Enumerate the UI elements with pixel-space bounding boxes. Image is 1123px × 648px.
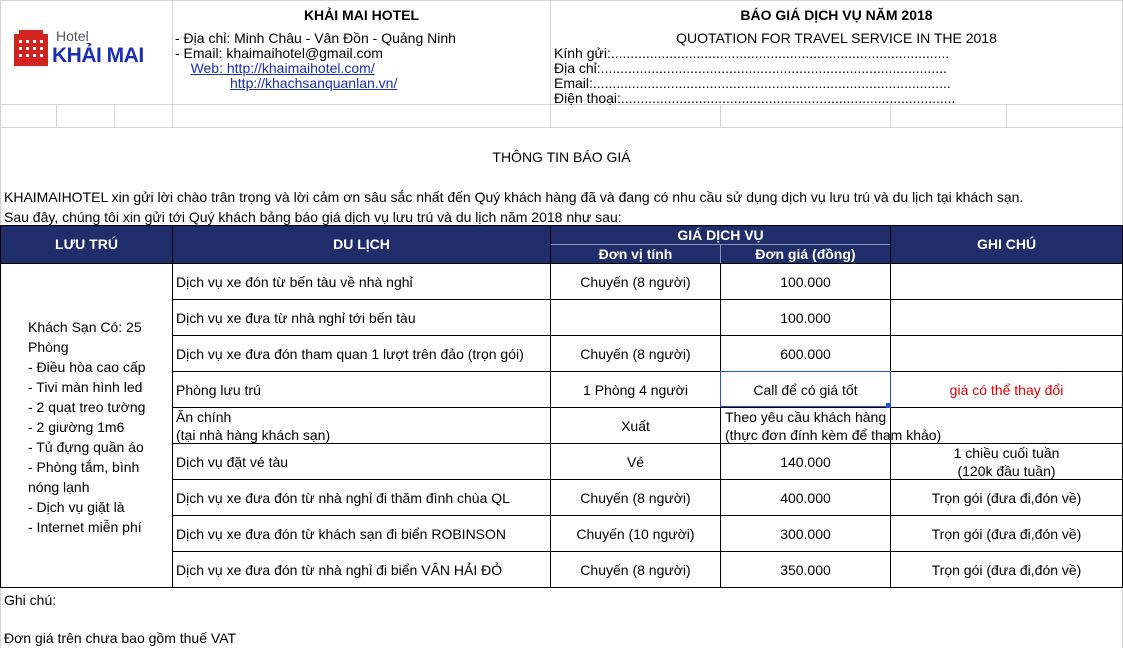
row-price: 100.000 <box>780 274 831 290</box>
row-service: Phòng lưu trú <box>176 382 261 398</box>
row-unit: Vé <box>626 454 645 470</box>
row-unit: Chuyến (8 người) <box>580 562 691 578</box>
stay-line: - Dịch vụ giặt là <box>28 499 125 515</box>
row-service-detail: (tại nhà hàng khách sạn) <box>176 427 331 443</box>
quote-phone: Điện thoại:...................................................................................... <box>554 90 956 106</box>
row-service: Dịch vụ xe đưa đón từ khách sạn đi biển ROBINSON <box>176 526 507 542</box>
quote-recipient: Kính gửi:....................................................................................... <box>554 45 950 61</box>
hotel-website2-link[interactable] <box>175 74 397 92</box>
header-unit-price: Đơn giá (đồng) <box>721 245 890 263</box>
row-service: Dịch vụ xe đón từ bến tàu về nhà nghỉ <box>176 274 413 290</box>
row-price-detail: (thực đơn đính kèm để tham khảo) <box>725 427 942 443</box>
footer-vat-note: Đơn giá trên chưa bao gồm thuế VAT <box>4 630 237 646</box>
stay-line: Phòng <box>28 339 69 355</box>
row-note-price-change: giá có thể thay đổi <box>949 382 1064 398</box>
row-service: Dịch vụ xe đưa từ nhà nghỉ tới bến tàu <box>176 310 416 326</box>
logo-big-text: KHẢI MAI <box>52 44 144 67</box>
row-note: Trọn gói (đưa đi,đón về) <box>931 562 1082 578</box>
row-price: 600.000 <box>780 346 831 362</box>
row-note-detail: (120k đầu tuần) <box>957 463 1056 479</box>
stay-line: - Tủ đựng quần áo <box>28 439 144 455</box>
fill-handle[interactable] <box>886 403 891 408</box>
hotel-website[interactable]: Web: http://khaimaihotel.com/ <box>190 60 375 76</box>
quote-email: Email:............................................................................................ <box>554 75 951 91</box>
row-service: Ăn chính <box>176 409 232 425</box>
quote-address: Địa chỉ:......................................................................................... <box>554 60 947 76</box>
hotel-email: - Email: khaimaihotel@gmail.com <box>175 45 383 61</box>
header-price: GIÁ DỊCH VỤ <box>551 226 890 244</box>
row-note: 1 chiều cuối tuần <box>953 445 1060 461</box>
intro-line-2: Sau đây, chúng tôi xin gửi tới Quý khách bảng báo giá dịch vụ lưu trú và du lịch năm 2018 như sau: <box>4 209 622 225</box>
row-service: Dịch vụ xe đưa đón tham quan 1 lượt trên đảo (trọn gói) <box>176 346 524 362</box>
row-service: Dịch vụ xe đưa đón từ nhà nghỉ đi thăm đình chùa QL <box>176 490 510 506</box>
row-price: Theo yêu cầu khách hàng <box>725 409 887 425</box>
stay-line: nóng lạnh <box>28 479 90 495</box>
hotel-name: KHẢI MAI HOTEL <box>303 7 420 23</box>
row-price: 350.000 <box>780 562 831 578</box>
row-service: Dịch vụ xe đưa đón từ nhà nghỉ đi biển VÂN HẢI ĐỎ <box>176 562 503 578</box>
header-travel: DU LỊCH <box>173 226 550 263</box>
row-unit: 1 Phòng 4 người <box>583 382 688 398</box>
header-unit: Đơn vị tính <box>551 245 720 263</box>
hotel-website2[interactable]: http://khachsanquanlan.vn/ <box>230 75 398 91</box>
header-stay: LƯU TRÚ <box>1 226 172 263</box>
row-note: Trọn gói (đưa đi,đón về) <box>931 490 1082 506</box>
header-note: GHI CHÚ <box>891 226 1122 263</box>
row-unit: Chuyến (8 người) <box>580 274 691 290</box>
row-price: Call để có giá tốt <box>753 382 858 398</box>
quote-subtitle: QUOTATION FOR TRAVEL SERVICE IN THE 2018 <box>676 30 997 46</box>
row-unit: Chuyến (8 người) <box>580 346 691 362</box>
row-price: 400.000 <box>780 490 831 506</box>
stay-line: - Internet miễn phí <box>28 519 142 535</box>
logo-small-text: Hotel <box>56 28 89 44</box>
section-title: THÔNG TIN BÁO GIÁ <box>492 149 631 165</box>
stay-line: - 2 quạt treo tường <box>28 399 146 415</box>
row-unit: Chuyến (10 người) <box>576 526 695 542</box>
intro-line-1: KHAIMAIHOTEL xin gửi lời chào trân trọng và lời cảm ơn sâu sắc nhất đến Quý khách hàng đã và đang có nhu cầu sử dụng dịch vụ lưu trú và du lịch tại khách sạn. <box>4 189 1024 205</box>
row-price: 140.000 <box>780 454 831 470</box>
row-note: Trọn gói (đưa đi,đón về) <box>931 526 1082 542</box>
row-unit: Chuyến (8 người) <box>580 490 691 506</box>
row-unit: Xuất <box>621 418 650 434</box>
stay-line: - Phòng tắm, bình <box>28 459 140 475</box>
footer-note-label: Ghi chú: <box>4 592 57 608</box>
stay-line: - Tivi màn hình led <box>28 379 143 395</box>
hotel-address: - Địa chỉ: Minh Châu - Vân Đồn - Quảng Ninh <box>175 30 456 46</box>
row-price: 300.000 <box>780 526 831 542</box>
stay-line: Khách Sạn Có: 25 <box>28 319 142 335</box>
stay-description <box>28 317 146 537</box>
quote-title: BÁO GIÁ DỊCH VỤ NĂM 2018 <box>740 7 933 23</box>
hotel-logo <box>12 30 152 70</box>
row-price: 100.000 <box>780 310 831 326</box>
stay-line: - Điều hòa cao cấp <box>28 359 146 375</box>
row-service: Dịch vụ đặt vé tàu <box>176 454 289 470</box>
stay-line: - 2 giường 1m6 <box>28 419 125 435</box>
